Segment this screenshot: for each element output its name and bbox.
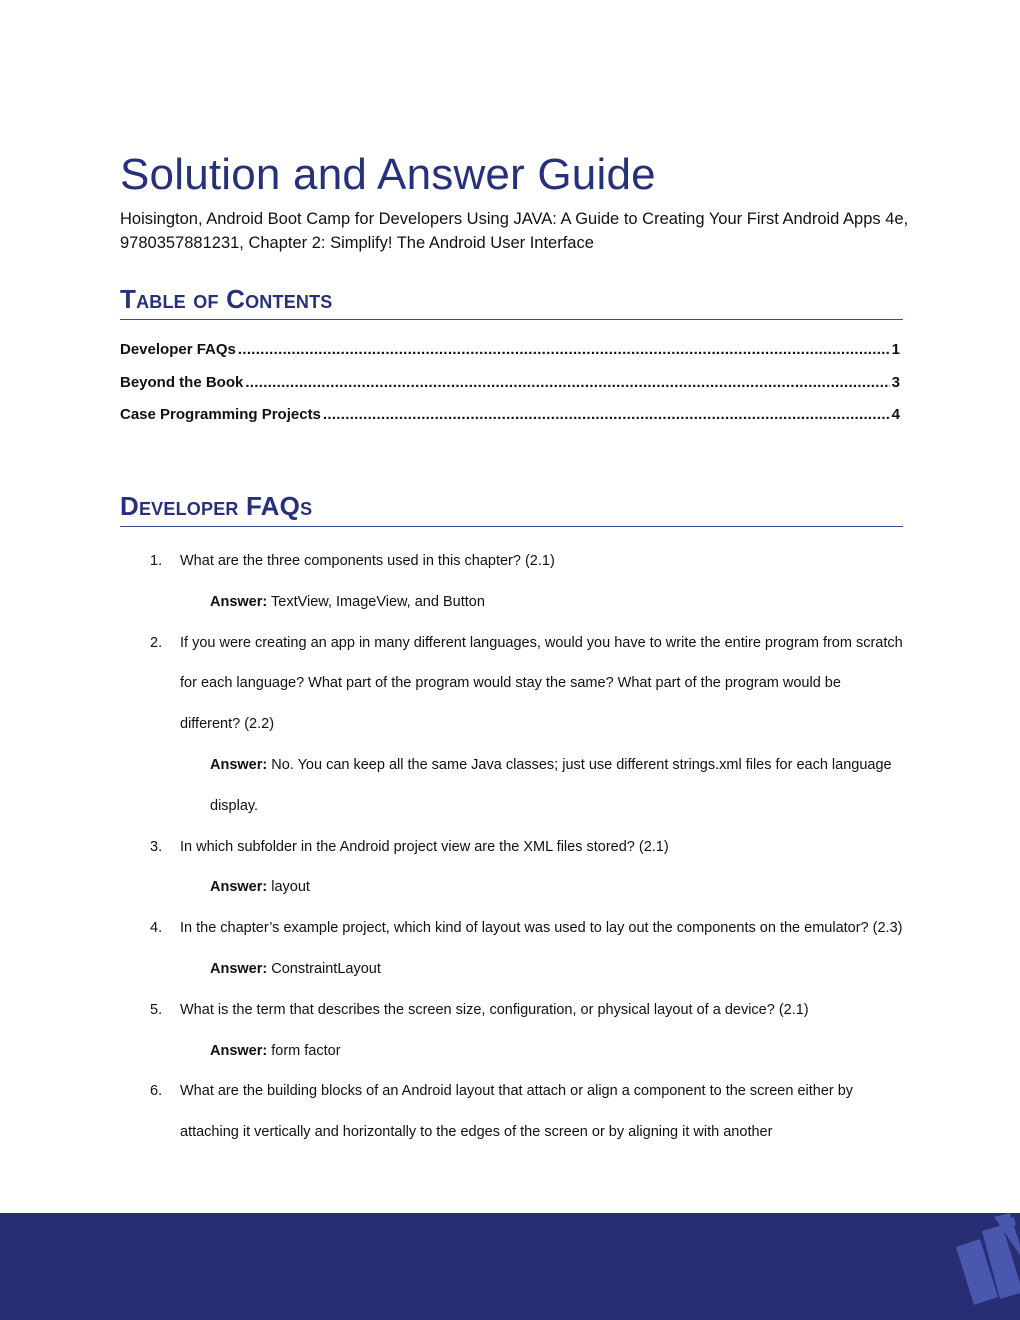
faq-question: What is the term that describes the screen size, configuration, or physical layout of a device? (2.1) xyxy=(180,1001,809,1018)
answer-label: Answer: xyxy=(210,960,268,977)
answer-label: Answer: xyxy=(210,879,268,896)
toc-entry-page: 1 xyxy=(891,341,900,358)
faq-answer xyxy=(180,745,905,827)
answer-label: Answer: xyxy=(210,593,268,610)
publisher-logo-icon xyxy=(950,1213,1020,1320)
faq-question: In which subfolder in the Android project view are the XML files stored? (2.1) xyxy=(180,838,669,855)
toc-heading: Table of Contents xyxy=(120,284,903,320)
faq-question: What are the building blocks of an Android layout that attach or align a component to the screen either by attaching it vertically and horizontally to the edges of the screen or by aligning it with another xyxy=(180,1083,854,1141)
toc-entry-case-programming-projects[interactable] xyxy=(120,406,900,439)
faq-number: 5. xyxy=(150,1001,163,1018)
faq-section-heading: Developer FAQs xyxy=(120,491,903,527)
faq-item xyxy=(120,1071,905,1153)
footer-band xyxy=(0,1213,1020,1320)
faq-item xyxy=(120,990,905,1072)
answer-text: ConstraintLayout xyxy=(271,960,381,977)
faq-item xyxy=(120,541,905,623)
toc-entry-label: Beyond the Book xyxy=(120,373,244,391)
toc-entry-label: Case Programming Projects xyxy=(120,406,321,423)
faq-number: 4. xyxy=(150,920,163,937)
faq-list xyxy=(120,541,905,1153)
faq-number: 6. xyxy=(150,1083,163,1100)
toc-leader-dots xyxy=(238,341,890,358)
faq-item xyxy=(120,827,905,909)
toc-entry-page: 3 xyxy=(891,373,900,391)
faq-item xyxy=(120,908,905,990)
toc-leader-dots xyxy=(245,374,889,391)
answer-label: Answer: xyxy=(210,756,268,773)
toc-leader-dots xyxy=(323,406,890,423)
faq-number: 2. xyxy=(150,634,163,651)
answer-text: No. You can keep all the same Java classes; just use different strings.xml files for each language display. xyxy=(210,756,892,814)
page-title: Solution and Answer Guide xyxy=(120,150,656,199)
answer-label: Answer: xyxy=(210,1042,268,1059)
faq-answer xyxy=(180,582,905,623)
document-subtitle: Hoisington, Android Boot Camp for Developers Using JAVA: A Guide to Creating Your First Android Apps 4e, 9780357881231, Chapter 2: Simplify! The Android User Interface xyxy=(120,210,909,252)
toc-entry-label: Developer FAQs xyxy=(120,341,236,358)
toc-entry-page: 4 xyxy=(891,406,900,423)
faq-question: If you were creating an app in many different languages, would you have to write the entire program from scratch for each language? What part of the program would stay the same? What part of the program would be different? (2.2) xyxy=(180,634,903,733)
toc-entry-beyond-the-book[interactable] xyxy=(120,374,900,407)
faq-answer xyxy=(180,867,905,908)
faq-question: What are the three components used in this chapter? (2.1) xyxy=(180,553,555,569)
toc-entry-developer-faqs[interactable] xyxy=(120,341,900,374)
faq-number: 3. xyxy=(150,838,163,855)
faq-number: 1. xyxy=(150,553,163,569)
answer-text: form factor xyxy=(271,1042,341,1059)
faq-item xyxy=(120,623,905,827)
answer-text: layout xyxy=(271,879,310,896)
answer-text: TextView, ImageView, and Button xyxy=(271,593,485,610)
faq-question: In the chapter’s example project, which kind of layout was used to lay out the components on the emulator? (2.3) xyxy=(180,920,903,937)
table-of-contents xyxy=(120,341,900,439)
faq-answer xyxy=(180,949,905,990)
faq-answer xyxy=(180,1031,905,1072)
